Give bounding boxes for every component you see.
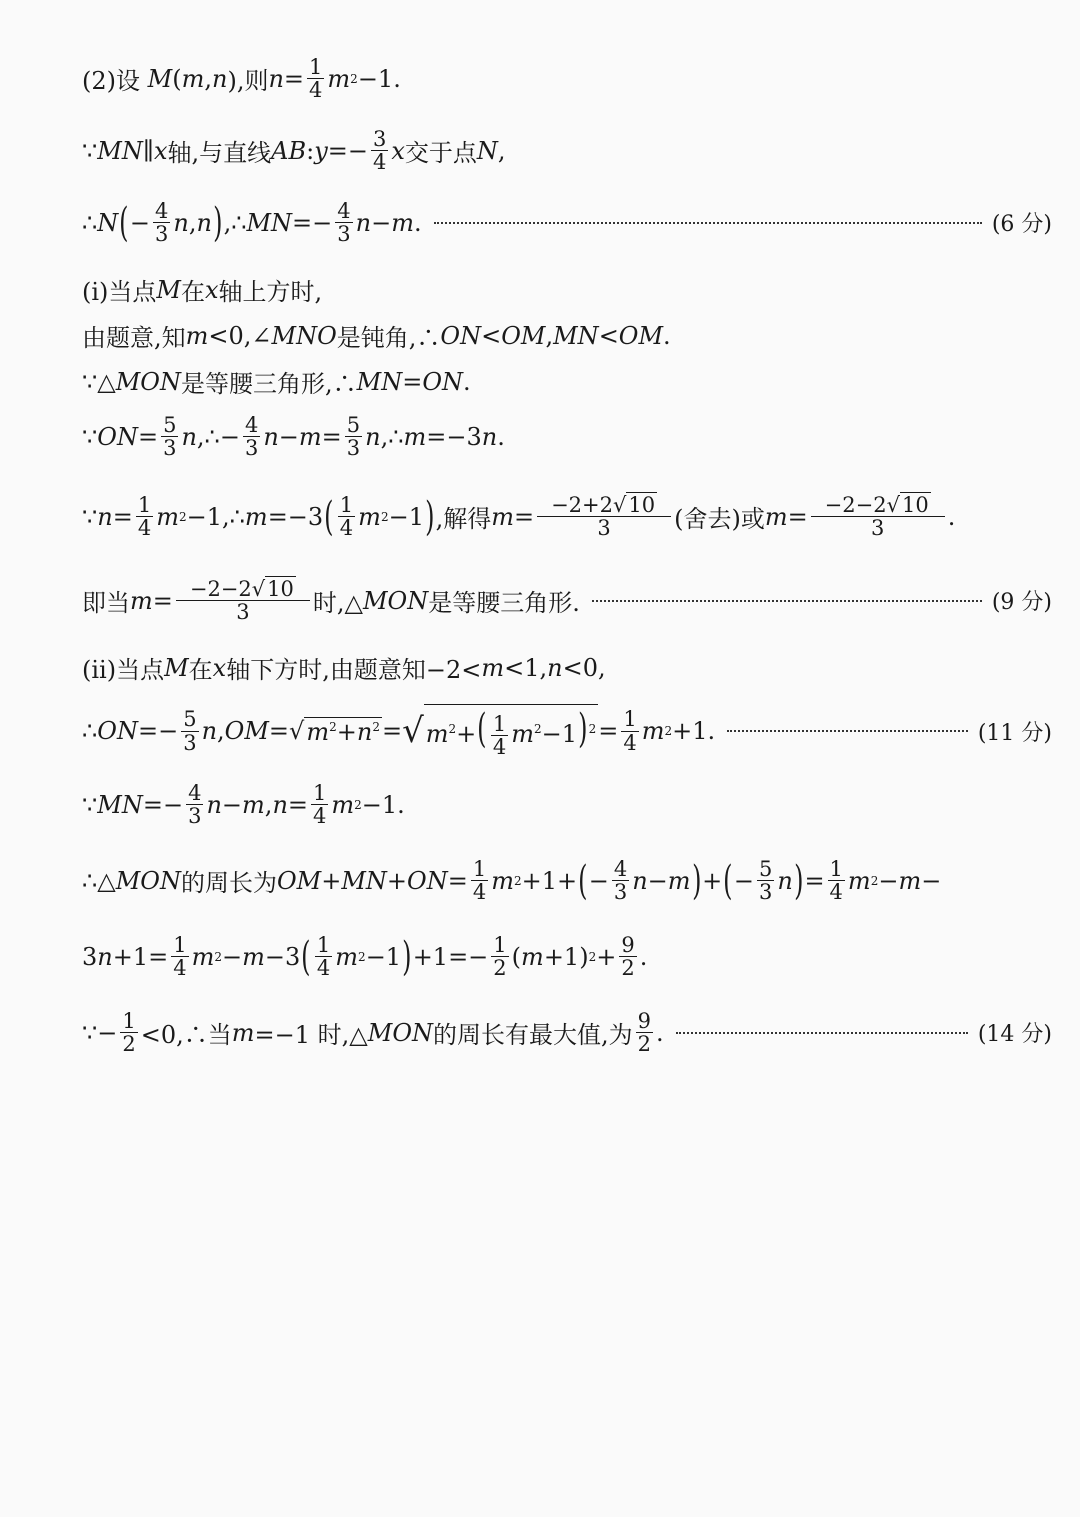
line-7: ∵ ON = $\frac{5}{3}$ n ,∴− $\frac{4}{3}$ n − m = $\frac{5}{3}$ n ,∴ m =−3 n . [82,413,505,461]
score-9: (9 分) [991,590,1052,616]
line-2: ∵ MN ∥ x 轴,与直线 AB : y =− $\frac{3}{4}$ x 交于点 N , [82,127,506,175]
line-6: ∵△ MON 是等腰三角形,∴ MN = ON . [82,367,471,398]
score-11: (11 分) [977,720,1052,746]
line-11: ∴ ON =− $\frac{5}{3}$ n , OM = √ $m^2+n^2$ = √ $m^2+$( $\frac{1}{4}$ $m^2-1)^2$ = $\frac{1}{4}$ m 2 +1. (11 分) [82,706,1052,759]
score-6: (6 分) [991,212,1052,238]
score-14: (14 分) [977,1022,1052,1048]
line-10: (ⅱ)当点 M 在 x 轴下方时,由题意知−2< m <1, n <0, [82,653,606,684]
line-15: ∵− $\frac{1}{2}$ <0,∴当 m =−1 时,△ MON 的周长有最大值,为 9 2 . (14 分) [82,1009,1052,1057]
line-8: ∵ n = $\frac{1}{4}$ m 2 −1,∴ m =−3 ( 1 4 m 2 −1 ) ,解得 m = $\frac{-2+2√10}{3}$ (舍去)或 m = $\frac{-2-2√10}{3}$ . [82,493,956,541]
line-5: 由题意,知 m <0,∠ MNO 是钝角,∴ ON < OM , MN < OM . [82,321,671,352]
line-12: ∵ MN =− $\frac{4}{3}$ n − m , n = $\frac{1}{4}$ m 2 −1. [82,781,405,829]
line-13: ∴△ MON 的周长为 OM + MN + ON = $\frac{1}{4}$ m 2 +1+ ( − $\frac{4}{3}$ n − m ) + ( − $\frac{5}{3}$ n ) = $\frac{1}{4}$ m 2 − m − [82,857,942,905]
line-3: ∴ N ( − $\frac{4}{3}$ n , n ) ,∴ MN =− $\frac{4}{3}$ n − m . (6 分) [82,199,1052,247]
line-14: 3 n +1= $\frac{1}{4}$ m 2 − m −3 ( 1 4 m 2 −1 ) +1=− $\frac{1}{2}$ ( m +1) 2 + $\frac{9}{2}$ . [82,933,648,981]
line-9: 即当 m = $\frac{-2-2√10}{3}$ 时,△ MON 是等腰三角形. (9 分) [82,577,1052,625]
line-1: (2)设 M ( m , n ),则 n = $\frac{1}{4}$ m 2 −1. [82,55,401,103]
line-4: (ⅰ)当点 M 在 x 轴上方时, [82,275,323,306]
